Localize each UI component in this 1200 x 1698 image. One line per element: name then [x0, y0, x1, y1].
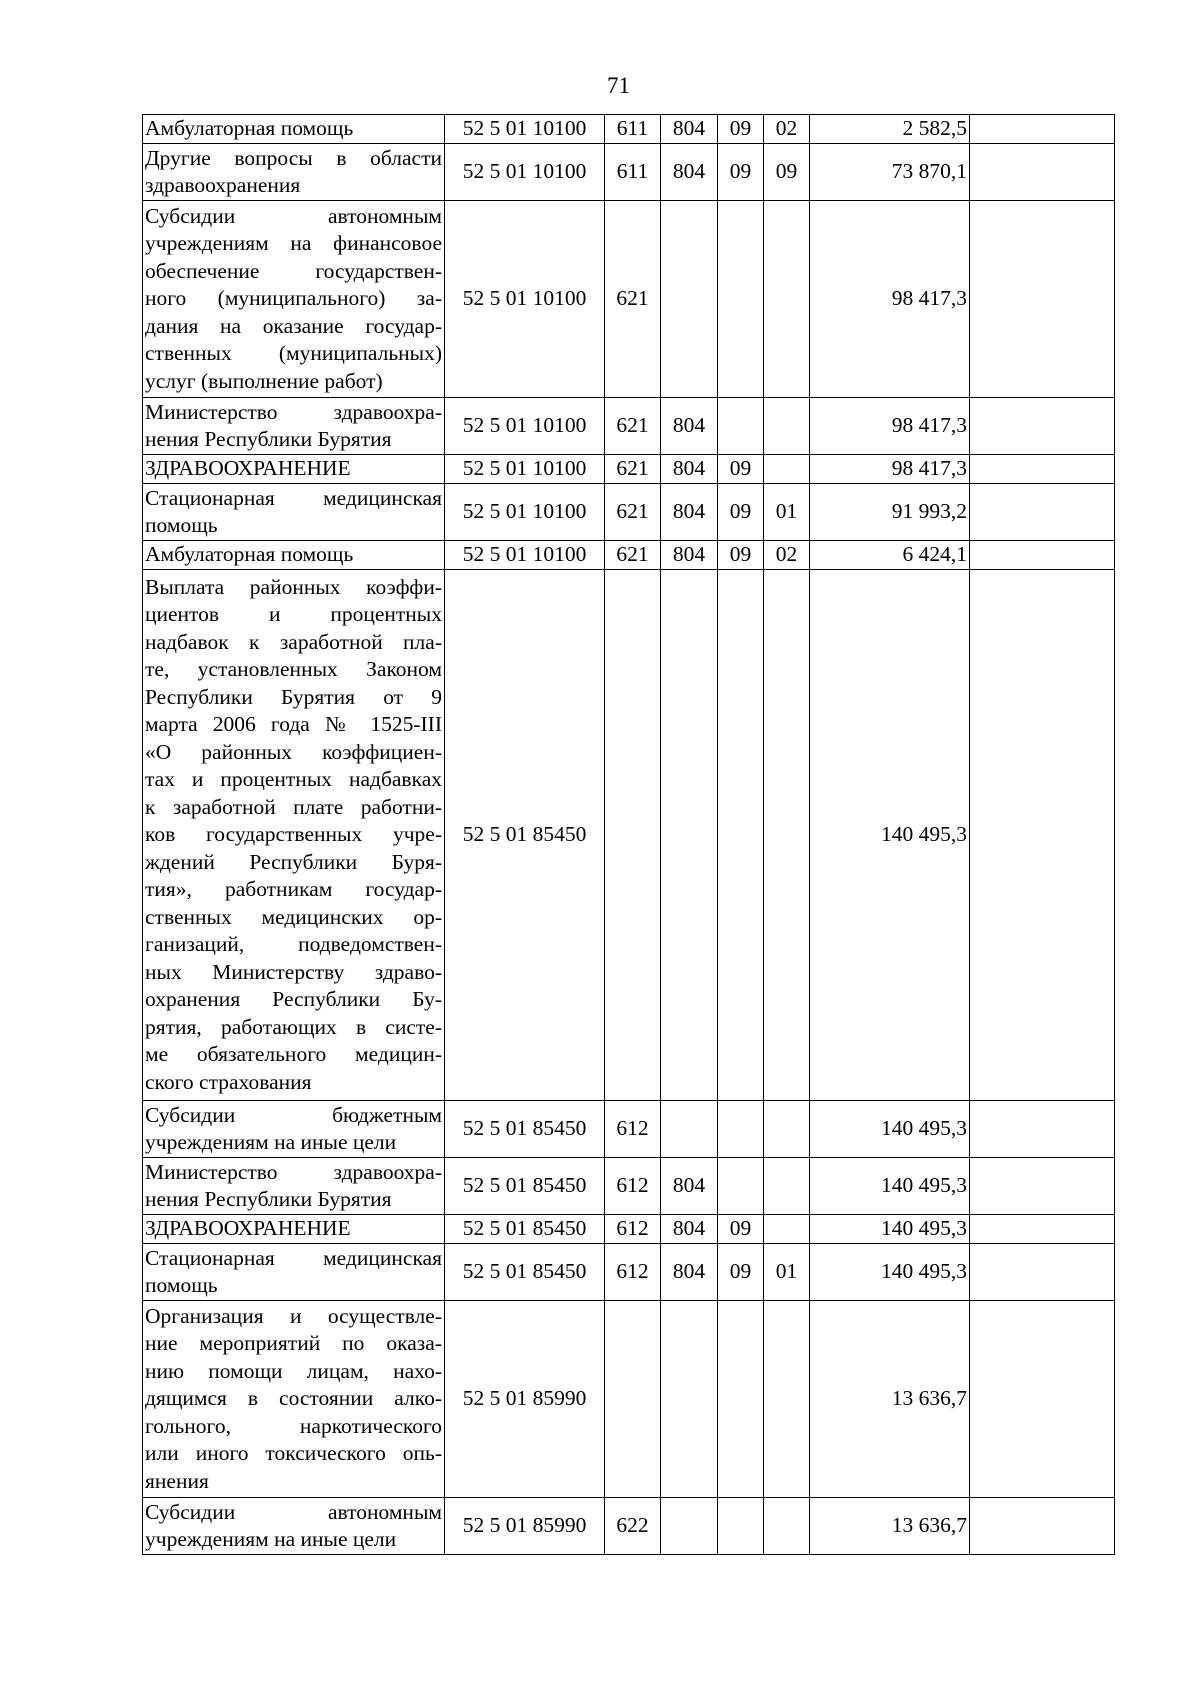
row-description [143, 1101, 445, 1158]
row-expense-type: 612 [605, 1215, 661, 1244]
row-empty-cell [970, 1301, 1115, 1498]
row-empty-cell [970, 398, 1115, 455]
row-subsection [764, 1498, 810, 1555]
row-ministry-code: 804 [661, 398, 718, 455]
row-ministry-code: 804 [661, 144, 718, 201]
row-subsection [764, 201, 810, 398]
row-description-line: ных Министерству здраво- [145, 959, 442, 984]
row-description-line: марта 2006 года № 1525-III [145, 712, 442, 737]
table-row [143, 1301, 1115, 1498]
row-description-line: ние мероприятий по оказа- [145, 1331, 442, 1356]
row-description [143, 455, 445, 484]
row-empty-cell [970, 541, 1115, 570]
row-target-code: 52 5 01 10100 [445, 398, 605, 455]
row-subsection [764, 1301, 810, 1498]
row-expense-type: 612 [605, 1101, 661, 1158]
table-body [143, 115, 1115, 1555]
row-expense-type: 612 [605, 1158, 661, 1215]
table-row [143, 1158, 1115, 1215]
row-ministry-code: 804 [661, 115, 718, 144]
row-section: 09 [718, 1244, 764, 1301]
row-target-code: 52 5 01 10100 [445, 201, 605, 398]
row-subsection: 01 [764, 484, 810, 541]
row-description [143, 1244, 445, 1301]
row-description-line: ственных (муниципальных) [145, 341, 442, 366]
table-row [143, 115, 1115, 144]
row-amount: 140 495,3 [810, 1244, 970, 1301]
row-description [143, 201, 445, 398]
row-target-code: 52 5 01 10100 [445, 541, 605, 570]
row-ministry-code: 804 [661, 1158, 718, 1215]
row-subsection [764, 1101, 810, 1158]
row-description-line: Субсидии бюджетным [145, 1102, 442, 1127]
row-amount: 98 417,3 [810, 398, 970, 455]
row-ministry-code: 804 [661, 1244, 718, 1301]
row-target-code: 52 5 01 85450 [445, 1244, 605, 1301]
row-amount: 140 495,3 [810, 1101, 970, 1158]
row-description-line: ного (муниципального) за- [145, 286, 442, 311]
row-description-line: нения Республики Бурятия [145, 427, 392, 451]
row-section [718, 1158, 764, 1215]
row-expense-type: 611 [605, 115, 661, 144]
row-description-line: рятия, работающих в систе- [145, 1014, 442, 1039]
row-description-line: дания на оказание государ- [145, 313, 442, 338]
table-row [143, 484, 1115, 541]
row-target-code: 52 5 01 85450 [445, 570, 605, 1101]
row-description-line: охранения Республики Бу- [145, 987, 442, 1012]
row-ministry-code [661, 570, 718, 1101]
row-description-line: обеспечение государствен- [145, 258, 442, 283]
row-ministry-code: 804 [661, 1215, 718, 1244]
row-target-code: 52 5 01 85990 [445, 1301, 605, 1498]
row-amount: 98 417,3 [810, 201, 970, 398]
row-description-line: тах и процентных надбавках [145, 767, 442, 792]
row-subsection [764, 455, 810, 484]
row-expense-type: 621 [605, 398, 661, 455]
row-description [143, 541, 445, 570]
row-section [718, 570, 764, 1101]
row-description-line: Организация и осуществле- [145, 1303, 442, 1328]
row-section [718, 398, 764, 455]
budget-table [142, 114, 1115, 1555]
row-subsection: 01 [764, 1244, 810, 1301]
row-empty-cell [970, 1101, 1115, 1158]
row-section [718, 1498, 764, 1555]
row-target-code: 52 5 01 85450 [445, 1215, 605, 1244]
row-subsection: 02 [764, 115, 810, 144]
row-description-line: нения Республики Бурятия [145, 1187, 392, 1211]
row-subsection [764, 570, 810, 1101]
table-row [143, 398, 1115, 455]
row-amount: 2 582,5 [810, 115, 970, 144]
row-amount: 13 636,7 [810, 1498, 970, 1555]
row-description [143, 484, 445, 541]
row-description [143, 570, 445, 1101]
row-empty-cell [970, 484, 1115, 541]
table-row [143, 1215, 1115, 1244]
row-section [718, 201, 764, 398]
row-subsection [764, 398, 810, 455]
table-row [143, 541, 1115, 570]
row-ministry-code [661, 1498, 718, 1555]
row-expense-type [605, 570, 661, 1101]
row-subsection: 02 [764, 541, 810, 570]
row-description-line: Амбулаторная помощь [145, 542, 354, 567]
row-ministry-code: 804 [661, 484, 718, 541]
row-section: 09 [718, 1215, 764, 1244]
row-description-line: ме обязательного медицин- [145, 1042, 442, 1067]
row-expense-type [605, 1301, 661, 1498]
row-description-line: Субсидии автономным [145, 203, 442, 228]
row-description-line: или иного токсического опь- [145, 1441, 442, 1466]
row-section [718, 1101, 764, 1158]
row-expense-type: 621 [605, 541, 661, 570]
row-description-line: гольного, наркотического [145, 1413, 442, 1438]
row-amount: 91 993,2 [810, 484, 970, 541]
row-description [143, 144, 445, 201]
row-description-line: ков государственных учре- [145, 822, 442, 847]
row-description-line: помощь [145, 1273, 218, 1297]
row-description-line: помощь [145, 513, 218, 537]
row-target-code: 52 5 01 10100 [445, 144, 605, 201]
row-target-code: 52 5 01 85990 [445, 1498, 605, 1555]
row-description [143, 398, 445, 455]
row-description-line: циентов и процентных [145, 602, 442, 627]
row-subsection [764, 1215, 810, 1244]
row-description-line: Другие вопросы в области [145, 145, 442, 170]
row-empty-cell [970, 570, 1115, 1101]
row-subsection: 09 [764, 144, 810, 201]
row-empty-cell [970, 1244, 1115, 1301]
row-section: 09 [718, 484, 764, 541]
row-description-line: учреждениям на иные цели [145, 1527, 397, 1551]
row-section: 09 [718, 144, 764, 201]
row-ministry-code: 804 [661, 541, 718, 570]
row-amount: 140 495,3 [810, 1158, 970, 1215]
row-amount: 73 870,1 [810, 144, 970, 201]
row-description-line: тия», работникам государ- [145, 877, 442, 902]
row-description [143, 1498, 445, 1555]
row-empty-cell [970, 455, 1115, 484]
table-row [143, 1498, 1115, 1555]
row-expense-type: 621 [605, 484, 661, 541]
row-description [143, 1158, 445, 1215]
row-empty-cell [970, 1215, 1115, 1244]
row-ministry-code [661, 1301, 718, 1498]
row-target-code: 52 5 01 85450 [445, 1101, 605, 1158]
row-expense-type: 621 [605, 201, 661, 398]
table-row [143, 201, 1115, 398]
row-description-line: нию помощи лицам, нахо- [145, 1358, 442, 1383]
row-amount: 98 417,3 [810, 455, 970, 484]
row-description-line: Министерство здравоохра- [145, 1159, 442, 1184]
row-ministry-code [661, 201, 718, 398]
row-amount: 13 636,7 [810, 1301, 970, 1498]
row-expense-type: 611 [605, 144, 661, 201]
row-amount: 140 495,3 [810, 570, 970, 1101]
row-target-code: 52 5 01 10100 [445, 484, 605, 541]
row-section: 09 [718, 455, 764, 484]
row-description-line: Выплата районных коэффи- [145, 574, 442, 599]
table-row [143, 144, 1115, 201]
row-expense-type: 612 [605, 1244, 661, 1301]
row-empty-cell [970, 201, 1115, 398]
row-empty-cell [970, 1498, 1115, 1555]
row-description-line: к заработной плате работни- [145, 794, 442, 819]
row-description-line: те, установленных Законом [145, 657, 442, 682]
row-section [718, 1301, 764, 1498]
row-description-line: «О районных коэффициен- [145, 739, 442, 764]
row-expense-type: 621 [605, 455, 661, 484]
row-description-line: учреждениям на иные цели [145, 1130, 397, 1154]
row-subsection [764, 1158, 810, 1215]
row-amount: 6 424,1 [810, 541, 970, 570]
row-description-line: учреждениям на финансовое [145, 231, 442, 256]
row-target-code: 52 5 01 10100 [445, 115, 605, 144]
row-section: 09 [718, 115, 764, 144]
row-description-line: Субсидии автономным [145, 1499, 442, 1524]
page-number: 71 [607, 73, 630, 98]
table-row [143, 1101, 1115, 1158]
row-description-line: ственных медицинских ор- [145, 904, 442, 929]
row-description-line: Стационарная медицинская [145, 1245, 442, 1270]
row-description [143, 115, 445, 144]
row-description-line: Амбулаторная помощь [145, 116, 354, 141]
row-empty-cell [970, 115, 1115, 144]
row-amount: 140 495,3 [810, 1215, 970, 1244]
row-description-line: янения [145, 1468, 209, 1493]
row-description-line: надбавок к заработной пла- [145, 629, 442, 654]
row-empty-cell [970, 1158, 1115, 1215]
row-description [143, 1215, 445, 1244]
row-expense-type: 622 [605, 1498, 661, 1555]
row-description-line: дящимся в состоянии алко- [145, 1386, 442, 1411]
row-description-line: Министерство здравоохра- [145, 399, 442, 424]
row-target-code: 52 5 01 10100 [445, 455, 605, 484]
row-target-code: 52 5 01 85450 [445, 1158, 605, 1215]
row-description-line: услуг (выполнение работ) [145, 368, 383, 393]
table-row [143, 455, 1115, 484]
table-row [143, 1244, 1115, 1301]
table-row [143, 570, 1115, 1101]
row-description-line: ЗДРАВООХРАНЕНИЕ [145, 456, 351, 481]
row-description-line: ЗДРАВООХРАНЕНИЕ [145, 1216, 351, 1241]
row-empty-cell [970, 144, 1115, 201]
row-ministry-code [661, 1101, 718, 1158]
row-ministry-code: 804 [661, 455, 718, 484]
row-description-line: здравоохранения [145, 173, 301, 197]
row-description-line: ганизаций, подведомствен- [145, 932, 442, 957]
row-section: 09 [718, 541, 764, 570]
row-description-line: Республики Бурятия от 9 [145, 684, 442, 709]
row-description-line: ждений Республики Буря- [145, 849, 442, 874]
row-description-line: ского страхования [145, 1069, 312, 1094]
row-description-line: Стационарная медицинская [145, 485, 442, 510]
row-description [143, 1301, 445, 1498]
